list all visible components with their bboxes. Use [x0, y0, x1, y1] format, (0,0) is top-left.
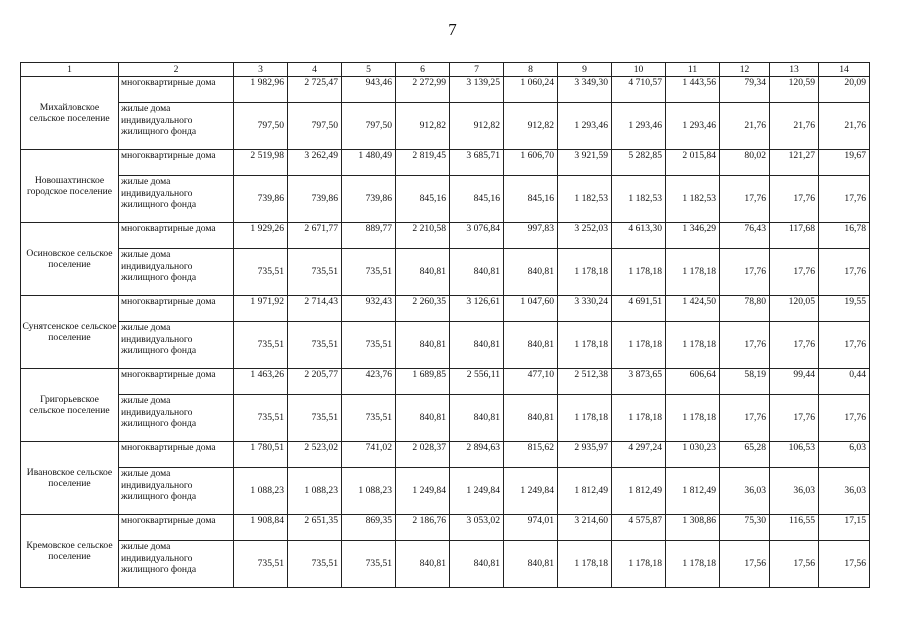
settlement-name: Сунятсенское сельское поселение — [21, 296, 119, 369]
table-row — [21, 150, 870, 176]
housing-type-izhs: жилые дома индивидуального жилищного фонда — [119, 395, 234, 442]
settlement-name: Кремовское сельское поселение — [21, 515, 119, 588]
value-cell: 17,15 — [819, 515, 870, 541]
value-cell: 36,03 — [819, 468, 870, 515]
value-cell: 36,03 — [770, 468, 819, 515]
column-header: 6 — [396, 63, 450, 77]
value-cell: 735,51 — [288, 541, 342, 588]
value-cell: 17,56 — [770, 541, 819, 588]
value-cell: 2 272,99 — [396, 77, 450, 103]
value-cell: 17,76 — [720, 249, 770, 296]
value-cell: 2 028,37 — [396, 442, 450, 468]
value-cell: 1 812,49 — [558, 468, 612, 515]
value-cell: 797,50 — [342, 103, 396, 150]
column-header: 2 — [119, 63, 234, 77]
value-cell: 735,51 — [288, 322, 342, 369]
column-header: 5 — [342, 63, 396, 77]
table-row — [21, 468, 870, 515]
value-cell: 2 651,35 — [288, 515, 342, 541]
housing-type-izhs: жилые дома индивидуального жилищного фонда — [119, 468, 234, 515]
value-cell: 1 812,49 — [612, 468, 666, 515]
value-cell: 1 606,70 — [504, 150, 558, 176]
value-cell: 739,86 — [288, 176, 342, 223]
value-cell: 20,09 — [819, 77, 870, 103]
value-cell: 17,76 — [770, 322, 819, 369]
value-cell: 735,51 — [342, 322, 396, 369]
value-cell: 78,80 — [720, 296, 770, 322]
value-cell: 17,76 — [720, 176, 770, 223]
value-cell: 19,67 — [819, 150, 870, 176]
value-cell: 1 293,46 — [612, 103, 666, 150]
value-cell: 739,86 — [234, 176, 288, 223]
value-cell: 1 689,85 — [396, 369, 450, 395]
value-cell: 840,81 — [396, 541, 450, 588]
table-row — [21, 223, 870, 249]
value-cell: 2 260,35 — [396, 296, 450, 322]
value-cell: 932,43 — [342, 296, 396, 322]
column-header: 8 — [504, 63, 558, 77]
value-cell: 3 252,03 — [558, 223, 612, 249]
value-cell: 1 424,50 — [666, 296, 720, 322]
column-header: 7 — [450, 63, 504, 77]
value-cell: 797,50 — [288, 103, 342, 150]
table-row — [21, 296, 870, 322]
table-row — [21, 77, 870, 103]
value-cell: 1 178,18 — [612, 395, 666, 442]
value-cell: 840,81 — [504, 541, 558, 588]
value-cell: 17,56 — [819, 541, 870, 588]
column-header: 1 — [21, 63, 119, 77]
value-cell: 2 205,77 — [288, 369, 342, 395]
value-cell: 76,43 — [720, 223, 770, 249]
value-cell: 4 691,51 — [612, 296, 666, 322]
value-cell: 1 088,23 — [342, 468, 396, 515]
value-cell: 840,81 — [450, 395, 504, 442]
value-cell: 2 015,84 — [666, 150, 720, 176]
value-cell: 1 346,29 — [666, 223, 720, 249]
value-cell: 17,76 — [770, 249, 819, 296]
value-cell: 4 613,30 — [612, 223, 666, 249]
value-cell: 1 780,51 — [234, 442, 288, 468]
value-cell: 17,76 — [819, 249, 870, 296]
column-header: 4 — [288, 63, 342, 77]
value-cell: 1 178,18 — [666, 322, 720, 369]
value-cell: 840,81 — [450, 541, 504, 588]
value-cell: 21,76 — [720, 103, 770, 150]
value-cell: 17,76 — [720, 395, 770, 442]
column-header: 9 — [558, 63, 612, 77]
value-cell: 735,51 — [288, 395, 342, 442]
value-cell: 1 812,49 — [666, 468, 720, 515]
value-cell: 1 982,96 — [234, 77, 288, 103]
value-cell: 735,51 — [342, 541, 396, 588]
value-cell: 912,82 — [504, 103, 558, 150]
settlement-name: Григорьевское сельское поселение — [21, 369, 119, 442]
table-row — [21, 369, 870, 395]
value-cell: 2 523,02 — [288, 442, 342, 468]
value-cell: 2 186,76 — [396, 515, 450, 541]
value-cell: 4 575,87 — [612, 515, 666, 541]
value-cell: 2 210,58 — [396, 223, 450, 249]
value-cell: 2 512,38 — [558, 369, 612, 395]
value-cell: 845,16 — [396, 176, 450, 223]
value-cell: 735,51 — [342, 249, 396, 296]
value-cell: 120,05 — [770, 296, 819, 322]
value-cell: 106,53 — [770, 442, 819, 468]
value-cell: 840,81 — [504, 395, 558, 442]
value-cell: 21,76 — [770, 103, 819, 150]
value-cell: 912,82 — [396, 103, 450, 150]
value-cell: 1 178,18 — [666, 541, 720, 588]
value-cell: 2 671,77 — [288, 223, 342, 249]
value-cell: 974,01 — [504, 515, 558, 541]
value-cell: 1 182,53 — [666, 176, 720, 223]
value-cell: 840,81 — [396, 322, 450, 369]
value-cell: 1 178,18 — [558, 395, 612, 442]
settlement-name: Ивановское сельское поселение — [21, 442, 119, 515]
housing-type-mkd: многоквартирные дома — [119, 442, 234, 468]
value-cell: 58,19 — [720, 369, 770, 395]
value-cell: 1 249,84 — [396, 468, 450, 515]
value-cell: 1 182,53 — [612, 176, 666, 223]
housing-type-izhs: жилые дома индивидуального жилищного фонда — [119, 541, 234, 588]
value-cell: 423,76 — [342, 369, 396, 395]
page-number: 7 — [448, 20, 457, 39]
value-cell: 3 685,71 — [450, 150, 504, 176]
value-cell: 840,81 — [504, 249, 558, 296]
value-cell: 6,03 — [819, 442, 870, 468]
column-header: 13 — [770, 63, 819, 77]
value-cell: 735,51 — [288, 249, 342, 296]
value-cell: 889,77 — [342, 223, 396, 249]
value-cell: 1 249,84 — [450, 468, 504, 515]
value-cell: 3 349,30 — [558, 77, 612, 103]
value-cell: 1 463,26 — [234, 369, 288, 395]
housing-type-izhs: жилые дома индивидуального жилищного фонда — [119, 249, 234, 296]
value-cell: 739,86 — [342, 176, 396, 223]
value-cell: 2 556,11 — [450, 369, 504, 395]
column-header: 11 — [666, 63, 720, 77]
value-cell: 65,28 — [720, 442, 770, 468]
settlement-name: Новошахтинское городское поселение — [21, 150, 119, 223]
value-cell: 1 178,18 — [612, 249, 666, 296]
value-cell: 0,44 — [819, 369, 870, 395]
housing-type-mkd: многоквартирные дома — [119, 515, 234, 541]
value-cell: 17,76 — [819, 176, 870, 223]
value-cell: 797,50 — [234, 103, 288, 150]
value-cell: 1 178,18 — [666, 249, 720, 296]
value-cell: 1 178,18 — [558, 322, 612, 369]
value-cell: 840,81 — [396, 395, 450, 442]
value-cell: 1 293,46 — [558, 103, 612, 150]
value-cell: 1 047,60 — [504, 296, 558, 322]
value-cell: 3 330,24 — [558, 296, 612, 322]
value-cell: 1 060,24 — [504, 77, 558, 103]
value-cell: 17,76 — [770, 176, 819, 223]
value-cell: 3 873,65 — [612, 369, 666, 395]
column-header: 12 — [720, 63, 770, 77]
value-cell: 16,78 — [819, 223, 870, 249]
value-cell: 17,56 — [720, 541, 770, 588]
value-cell: 3 214,60 — [558, 515, 612, 541]
value-cell: 99,44 — [770, 369, 819, 395]
housing-type-izhs: жилые дома индивидуального жилищного фонда — [119, 103, 234, 150]
value-cell: 2 894,63 — [450, 442, 504, 468]
value-cell: 121,27 — [770, 150, 819, 176]
value-cell: 815,62 — [504, 442, 558, 468]
table-row — [21, 322, 870, 369]
settlement-name: Михайловское сельское поселение — [21, 77, 119, 150]
value-cell: 741,02 — [342, 442, 396, 468]
housing-type-mkd: многоквартирные дома — [119, 150, 234, 176]
value-cell: 17,76 — [819, 322, 870, 369]
column-header: 10 — [612, 63, 666, 77]
value-cell: 3 262,49 — [288, 150, 342, 176]
value-cell: 1 249,84 — [504, 468, 558, 515]
value-cell: 2 819,45 — [396, 150, 450, 176]
value-cell: 735,51 — [234, 322, 288, 369]
header-row — [21, 63, 870, 77]
value-cell: 840,81 — [504, 322, 558, 369]
housing-type-mkd: многоквартирные дома — [119, 77, 234, 103]
value-cell: 36,03 — [720, 468, 770, 515]
value-cell: 735,51 — [234, 249, 288, 296]
value-cell: 2 519,98 — [234, 150, 288, 176]
value-cell: 3 126,61 — [450, 296, 504, 322]
value-cell: 80,02 — [720, 150, 770, 176]
value-cell: 19,55 — [819, 296, 870, 322]
value-cell: 5 282,85 — [612, 150, 666, 176]
value-cell: 116,55 — [770, 515, 819, 541]
value-cell: 1 178,18 — [612, 322, 666, 369]
value-cell: 17,76 — [720, 322, 770, 369]
table-row — [21, 249, 870, 296]
value-cell: 3 921,59 — [558, 150, 612, 176]
housing-type-mkd: многоквартирные дома — [119, 369, 234, 395]
column-header: 14 — [819, 63, 870, 77]
tariff-table — [20, 62, 870, 588]
value-cell: 1 178,18 — [558, 249, 612, 296]
column-header: 3 — [234, 63, 288, 77]
value-cell: 120,59 — [770, 77, 819, 103]
value-cell: 606,64 — [666, 369, 720, 395]
value-cell: 1 293,46 — [666, 103, 720, 150]
value-cell: 1 308,86 — [666, 515, 720, 541]
value-cell: 845,16 — [504, 176, 558, 223]
value-cell: 840,81 — [396, 249, 450, 296]
value-cell: 943,46 — [342, 77, 396, 103]
value-cell: 477,10 — [504, 369, 558, 395]
table-row — [21, 176, 870, 223]
value-cell: 3 139,25 — [450, 77, 504, 103]
value-cell: 1 030,23 — [666, 442, 720, 468]
value-cell: 4 710,57 — [612, 77, 666, 103]
value-cell: 2 935,97 — [558, 442, 612, 468]
value-cell: 735,51 — [234, 541, 288, 588]
value-cell: 3 053,02 — [450, 515, 504, 541]
value-cell: 735,51 — [234, 395, 288, 442]
value-cell: 75,30 — [720, 515, 770, 541]
table-row — [21, 442, 870, 468]
value-cell: 840,81 — [450, 322, 504, 369]
value-cell: 1 178,18 — [666, 395, 720, 442]
housing-type-izhs: жилые дома индивидуального жилищного фонда — [119, 176, 234, 223]
table-row — [21, 541, 870, 588]
value-cell: 912,82 — [450, 103, 504, 150]
table-row — [21, 103, 870, 150]
value-cell: 1 088,23 — [234, 468, 288, 515]
value-cell: 3 076,84 — [450, 223, 504, 249]
value-cell: 17,76 — [819, 395, 870, 442]
housing-type-mkd: многоквартирные дома — [119, 223, 234, 249]
value-cell: 4 297,24 — [612, 442, 666, 468]
value-cell: 21,76 — [819, 103, 870, 150]
value-cell: 845,16 — [450, 176, 504, 223]
value-cell: 1 908,84 — [234, 515, 288, 541]
value-cell: 997,83 — [504, 223, 558, 249]
housing-type-mkd: многоквартирные дома — [119, 296, 234, 322]
value-cell: 1 178,18 — [558, 541, 612, 588]
value-cell: 17,76 — [770, 395, 819, 442]
value-cell: 117,68 — [770, 223, 819, 249]
value-cell: 1 480,49 — [342, 150, 396, 176]
value-cell: 1 929,26 — [234, 223, 288, 249]
value-cell: 869,35 — [342, 515, 396, 541]
value-cell: 1 178,18 — [612, 541, 666, 588]
table-body — [21, 63, 870, 588]
table-row — [21, 515, 870, 541]
value-cell: 79,34 — [720, 77, 770, 103]
value-cell: 2 725,47 — [288, 77, 342, 103]
settlement-name: Осиновское сельское поселение — [21, 223, 119, 296]
value-cell: 2 714,43 — [288, 296, 342, 322]
value-cell: 840,81 — [450, 249, 504, 296]
value-cell: 1 182,53 — [558, 176, 612, 223]
table-row — [21, 395, 870, 442]
value-cell: 1 971,92 — [234, 296, 288, 322]
value-cell: 1 443,56 — [666, 77, 720, 103]
value-cell: 735,51 — [342, 395, 396, 442]
housing-type-izhs: жилые дома индивидуального жилищного фонда — [119, 322, 234, 369]
value-cell: 1 088,23 — [288, 468, 342, 515]
